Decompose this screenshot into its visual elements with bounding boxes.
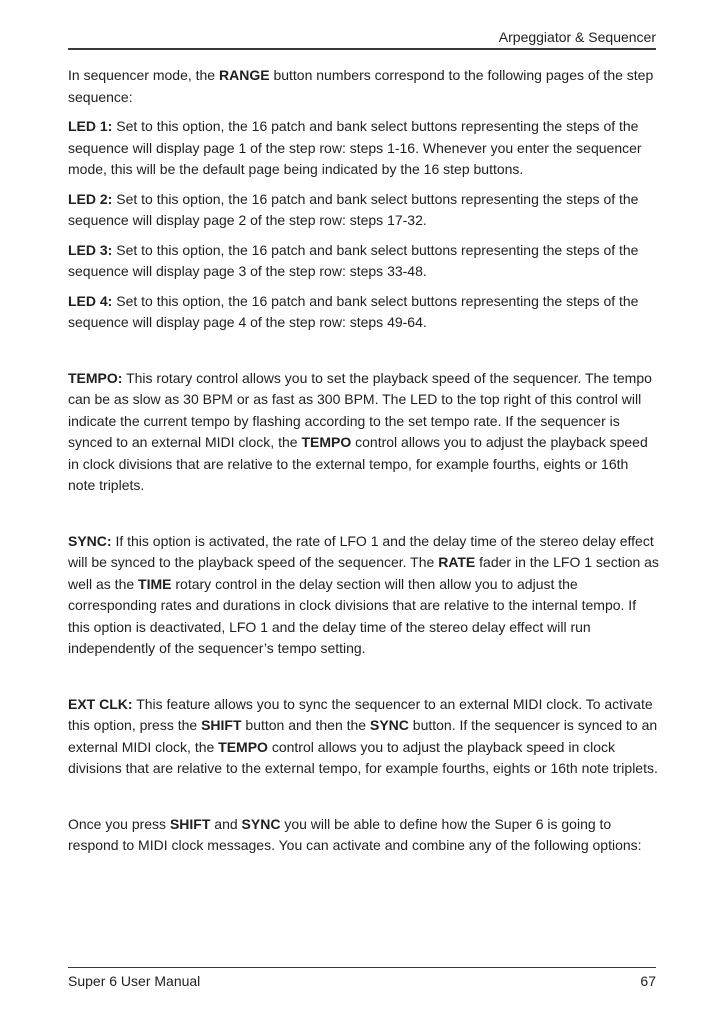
text-run: button. If the sequencer is synced to an external MIDI clock, the	[68, 717, 658, 755]
bold-term: SYNC:	[68, 532, 112, 549]
text-run: If this option is activated, the rate of LFO 1 and the delay time of the stereo delay effect will be synced to the playback speed of the sequencer. The	[68, 532, 654, 570]
bold-term: LED 4:	[68, 292, 113, 309]
text-run: and	[210, 815, 242, 832]
text-run: Set to this option, the 16 patch and bank select buttons representing the steps of the sequence will display page 1 of the step row: steps 1-16. Whenever you enter the sequencer mode, this will be the default page being indicated by the 16 step buttons.	[68, 118, 642, 177]
text-run: you will be able to define how the Super 6 is going to respond to MIDI clock messages. You can activate and combine any of the following options:	[68, 815, 642, 853]
page-footer	[68, 967, 656, 990]
text-run: This feature allows you to sync the sequencer to an external MIDI clock. To activate this option, press the	[68, 695, 653, 733]
paragraph-led-1	[68, 116, 659, 181]
footer-page-number: 67	[640, 973, 656, 989]
bold-term: LED 3:	[68, 241, 113, 258]
footer-manual-title: Super 6 User Manual	[68, 973, 201, 989]
paragraph-closing	[68, 814, 659, 857]
bold-term: RATE	[438, 554, 476, 570]
bold-term: TIME	[138, 575, 172, 592]
paragraph-led-4	[68, 291, 659, 334]
text-run: fader in the LFO 1 section as well as the	[68, 554, 659, 592]
bold-term: RANGE	[219, 67, 270, 83]
paragraph-led-3	[68, 240, 659, 283]
text-run: In sequencer mode, the	[68, 67, 219, 83]
header-chapter-title: Arpeggiator & Sequencer	[498, 29, 656, 45]
text-run: Set to this option, the 16 patch and bank select buttons representing the steps of the sequence will display page 2 of the step row: steps 17-32.	[68, 190, 639, 228]
text-run: Set to this option, the 16 patch and bank select buttons representing the steps of the sequence will display page 4 of the step row: steps 49-64.	[68, 292, 639, 330]
text-run: This rotary control allows you to set the playback speed of the sequencer. The tempo can be as slow as 30 BPM or as fast as 300 BPM. The LED to the top right of this control will indicate the current tempo by flashing according to the set tempo rate. If the sequencer is synced to an external MIDI clock, the	[68, 369, 652, 450]
bold-term: SYNC	[369, 717, 409, 733]
text-run: rotary control in the delay section will then allow you to adjust the corresponding rates and durations in clock divisions that are relative to the internal tempo. If this option is deactivated, LFO 1 and the delay time of the stereo delay effect will run independently of the sequencer’s tempo setting.	[68, 575, 637, 656]
bold-term: TEMPO	[301, 434, 352, 450]
paragraph-led-2	[68, 189, 659, 232]
bold-term: LED 2:	[68, 190, 113, 207]
paragraph-intro	[68, 65, 659, 108]
bold-term: SHIFT	[169, 815, 211, 832]
text-run: control allows you to adjust the playback speed in clock divisions that are relative to the external tempo, for example fourths, eights or 16th note triplets.	[68, 738, 658, 776]
text-run: Set to this option, the 16 patch and bank select buttons representing the steps of the sequence will display page 3 of the step row: steps 33-48.	[68, 241, 639, 279]
paragraph-ext-clk	[68, 694, 659, 780]
bold-term: SHIFT	[201, 717, 242, 733]
document-body	[68, 65, 659, 865]
paragraph-sync	[68, 531, 659, 660]
bold-term: SYNC	[241, 815, 281, 832]
bold-term: EXT CLK:	[68, 695, 133, 712]
text-run: Once you press	[68, 815, 170, 832]
paragraph-tempo	[68, 368, 659, 497]
bold-term: TEMPO	[218, 738, 268, 755]
bold-term: LED 1:	[68, 118, 113, 134]
text-run: button numbers correspond to the following pages of the step sequence:	[68, 67, 654, 105]
page-header	[68, 0, 656, 50]
bold-term: TEMPO:	[68, 369, 123, 386]
text-run: control allows you to adjust the playback speed in clock divisions that are relative to the external tempo, for example fourths, eights or 16th note triplets.	[68, 434, 648, 493]
text-run: button and then the	[241, 717, 370, 733]
